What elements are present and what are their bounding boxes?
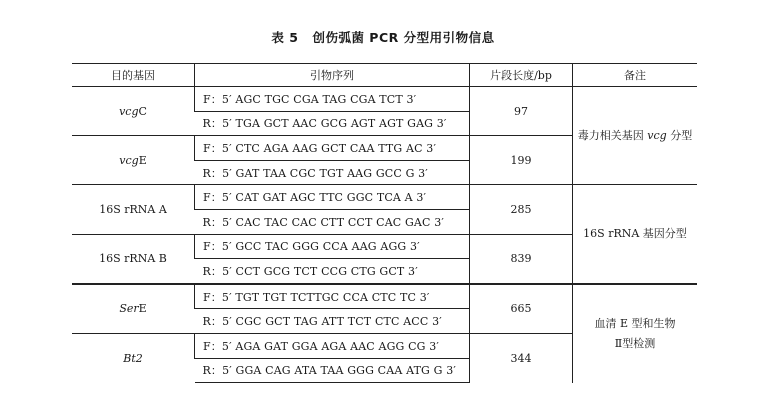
fragment-length: 839 xyxy=(470,234,573,284)
header-length: 片段长度/bp xyxy=(470,64,573,87)
reverse-primer: R：5′ GAT TAA CGC TGT AAG GCC G 3′ xyxy=(202,166,428,180)
reverse-primer: R：5′ CGC GCT TAG ATT TCT CTC ACC 3′ xyxy=(202,315,442,329)
fragment-length: 665 xyxy=(470,284,573,334)
forward-primer: F：5′ AGA GAT GGA AGA AAC AGG CG 3′ xyxy=(195,333,470,358)
table-row xyxy=(72,87,697,112)
primer-table xyxy=(72,63,697,383)
note-16s-typing: 16S rRNA 基因分型 xyxy=(573,185,698,284)
reverse-primer: R：5′ GGA CAG ATA TAA GGG CAA ATG G 3′ xyxy=(195,358,470,383)
fragment-length: 97 xyxy=(470,87,573,136)
gene-cell: Bt2 xyxy=(72,333,195,382)
gene-cell: vcgE xyxy=(72,136,195,185)
table-row xyxy=(72,185,697,210)
forward-primer: F：5′ TGT TGT TCTTGC CCA CTC TC 3′ xyxy=(195,284,470,309)
gene-cell: vcgC xyxy=(119,104,147,118)
fragment-length: 344 xyxy=(470,333,573,382)
gene-cell: 16S rRNA B xyxy=(72,234,195,284)
header-note: 备注 xyxy=(573,64,698,87)
reverse-primer: R：5′ TGA GCT AAC GCG AGT AGT GAG 3′ xyxy=(202,117,447,131)
gene-cell: SerE xyxy=(72,284,195,334)
table-row xyxy=(72,284,697,309)
forward-primer: F：5′ AGC TGC CGA TAG CGA TCT 3′ xyxy=(195,87,470,112)
table-caption xyxy=(0,28,766,46)
gene-cell: 16S rRNA A xyxy=(72,185,195,234)
reverse-primer: R：5′ CCT GCG TCT CCG CTG GCT 3′ xyxy=(202,264,418,278)
reverse-primer: R：5′ CAC TAC CAC CTT CCT CAC GAC 3′ xyxy=(202,215,445,229)
header-primer: 引物序列 xyxy=(195,64,470,87)
table-title: 创伤弧菌 PCR 分型用引物信息 xyxy=(312,30,495,45)
forward-primer: F：5′ CTC AGA AAG GCT CAA TTG AC 3′ xyxy=(195,136,470,161)
note-virulence-typing: 毒力相关基因 vcg 分型 xyxy=(573,87,698,185)
header-gene: 目的基因 xyxy=(72,64,195,87)
fragment-length: 199 xyxy=(470,136,573,185)
forward-primer: F：5′ GCC TAC GGG CCA AAG AGG 3′ xyxy=(195,234,470,259)
table-number: 表 5 xyxy=(271,30,299,45)
fragment-length: 285 xyxy=(470,185,573,234)
note-serotype-biotype: 血清 E 型和生物 Ⅱ型检测 xyxy=(573,284,698,383)
table-header-row xyxy=(72,64,697,87)
forward-primer: F：5′ CAT GAT AGC TTC GGC TCA A 3′ xyxy=(195,185,470,210)
